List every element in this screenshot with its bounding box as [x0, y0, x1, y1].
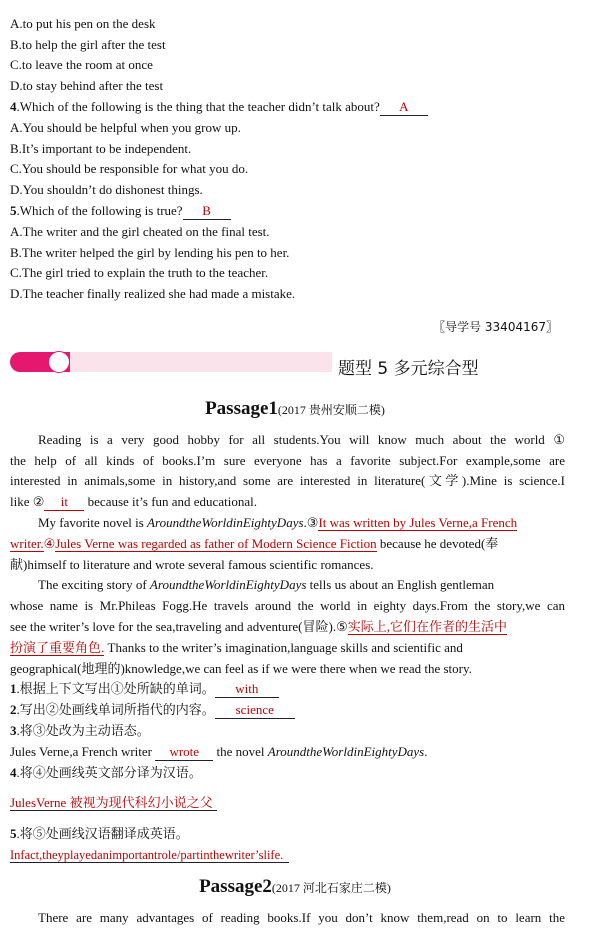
- answer-blank: B: [183, 203, 231, 220]
- paragraph-line: [38, 515, 517, 531]
- text-span: because he devoted(奉: [376, 536, 499, 551]
- paragraph-line: [10, 640, 463, 656]
- answer-text: Infact,theyplayedanimportantrole/partinthewriter’slife.: [10, 848, 289, 863]
- option-line: B.The writer helped the girl by lending his pen to her.: [10, 245, 290, 260]
- option-line: A.You should be helpful when you grow up.: [10, 120, 241, 135]
- paragraph-line: Reading is a very good hobby for all students.You will know much about the world ①: [38, 432, 565, 447]
- paragraph-line: There are many advantages of reading books.If you don’t know them,read on to learn the: [38, 910, 565, 925]
- book-title: AroundtheWorldinEightyDays: [267, 744, 425, 759]
- text-span: because it’s fun and educational.: [84, 494, 257, 509]
- question-5: [10, 203, 231, 220]
- underlined-sentence-3: writer.: [10, 536, 44, 551]
- option-line: A.to put his pen on the desk: [10, 16, 156, 31]
- answer-blank: A: [380, 99, 428, 116]
- paragraph-line: [10, 494, 257, 511]
- underlined-word: it: [44, 494, 84, 511]
- exercise-5: [10, 826, 189, 842]
- section-title: 题型 5 多元综合型: [338, 359, 479, 379]
- passage-source: (2017 河北石家庄二模): [271, 881, 391, 895]
- passage-title: Passage2: [199, 876, 272, 897]
- paragraph-line: [38, 577, 494, 593]
- question-text: .将③处改为主动语态。: [16, 723, 150, 738]
- text-span: .: [424, 744, 428, 759]
- question-4: [10, 99, 428, 116]
- text-span: .③: [303, 515, 319, 530]
- question-number: 4: [10, 99, 17, 114]
- passage-title: Passage1: [205, 398, 278, 419]
- underlined-sentence-5: 实际上,它们在作者的生活中: [347, 619, 507, 634]
- question-number: 1: [10, 681, 17, 696]
- exercise-3-answer: [10, 744, 428, 761]
- exercise-1: [10, 681, 279, 698]
- mark-4: ④: [43, 536, 56, 551]
- option-line: C.You should be responsible for what you do.: [10, 161, 249, 176]
- option-line: B.It’s important to be independent.: [10, 141, 192, 156]
- paragraph-line: interested in animals,some in history,and some are interested in literature(文学).Mine is science.I: [10, 473, 565, 488]
- question-text: .将⑤处画线汉语翻译成英语。: [16, 826, 189, 841]
- option-line: C.The girl tried to explain the truth to the teacher.: [10, 265, 269, 280]
- book-title: AroundtheWorldinEightyDays: [149, 577, 307, 592]
- underlined-sentence-4: Jules Verne was regarded as father of Modern Science Fiction: [55, 536, 377, 551]
- question-text: .根据上下文写出①处所缺的单词。: [16, 681, 215, 696]
- text-span: Jules Verne,a French writer: [10, 744, 156, 759]
- underlined-sentence-5: 扮演了重要角色.: [10, 640, 105, 655]
- option-line: B.to help the girl after the test: [10, 37, 166, 52]
- exercise-4-answer: [10, 795, 217, 811]
- option-line: A.The writer and the girl cheated on the final test.: [10, 224, 270, 239]
- paragraph-line: [10, 536, 498, 552]
- paragraph-line: geographical(地理的)knowledge,we can feel as if we were there when we read the story.: [10, 661, 472, 676]
- question-number: 5: [10, 826, 17, 841]
- text-span: My favorite novel is: [38, 515, 148, 530]
- exercise-2: [10, 702, 295, 719]
- question-text: .写出②处画线单词所指代的内容。: [16, 702, 215, 717]
- text-span: Thanks to the writer’s imagination,language skills and scientific and: [104, 640, 463, 655]
- text-span: The exciting story of: [38, 577, 150, 592]
- option-line: D.to stay behind after the test: [10, 78, 164, 93]
- passage-source: (2017 贵州安顺二模): [277, 403, 385, 417]
- text-span: tells us about an English gentleman: [306, 577, 495, 592]
- book-title: AroundtheWorldinEightyDays: [147, 515, 304, 530]
- guide-number: 〖导学号 33404167〗: [433, 320, 558, 334]
- exercise-4: [10, 765, 202, 781]
- answer-blank: with: [215, 681, 279, 698]
- underlined-sentence-3: It was written by Jules Verne,a French: [318, 515, 518, 530]
- exercise-3: [10, 723, 150, 739]
- option-line: D.You shouldn’t do dishonest things.: [10, 182, 203, 197]
- question-text: .将④处画线英文部分译为汉语。: [16, 765, 202, 780]
- paragraph-line: 献)himself to literature and wrote several famous scientific romances.: [10, 557, 374, 572]
- question-text: .Which of the following is true?: [16, 203, 183, 218]
- question-text: .Which of the following is the thing that the teacher didn’t talk about?: [16, 99, 380, 114]
- text-span: see the writer’s love for the sea,traveling and adventure(冒险).⑤: [10, 619, 348, 634]
- banner-stripe: [60, 352, 332, 372]
- question-number: 2: [10, 702, 17, 717]
- question-number: 4: [10, 765, 17, 780]
- paragraph-line: whose name is Mr.Phileas Fogg.He travels around the world in eighty days.From the story,we can: [10, 598, 565, 613]
- answer-blank: wrote: [155, 744, 213, 761]
- option-line: D.The teacher finally realized she had made a mistake.: [10, 286, 296, 301]
- option-line: C.to leave the room at once: [10, 57, 153, 72]
- question-number: 3: [10, 723, 17, 738]
- answer-text: JulesVerne 被视为现代科幻小说之父: [10, 795, 217, 811]
- passage-1-heading: [0, 398, 590, 420]
- text-span: like ②: [10, 494, 45, 509]
- exercise-5-answer: [10, 847, 289, 863]
- text-span: the novel: [213, 744, 268, 759]
- passage-2-heading: [0, 876, 590, 898]
- question-number: 5: [10, 203, 17, 218]
- paragraph-line: [10, 619, 507, 635]
- banner-circle-icon: [48, 351, 70, 373]
- paragraph-line: the help of all kinds of books.I’m sure everyone has a favorite subject.For example,some are: [10, 453, 565, 468]
- answer-blank: science: [215, 702, 295, 719]
